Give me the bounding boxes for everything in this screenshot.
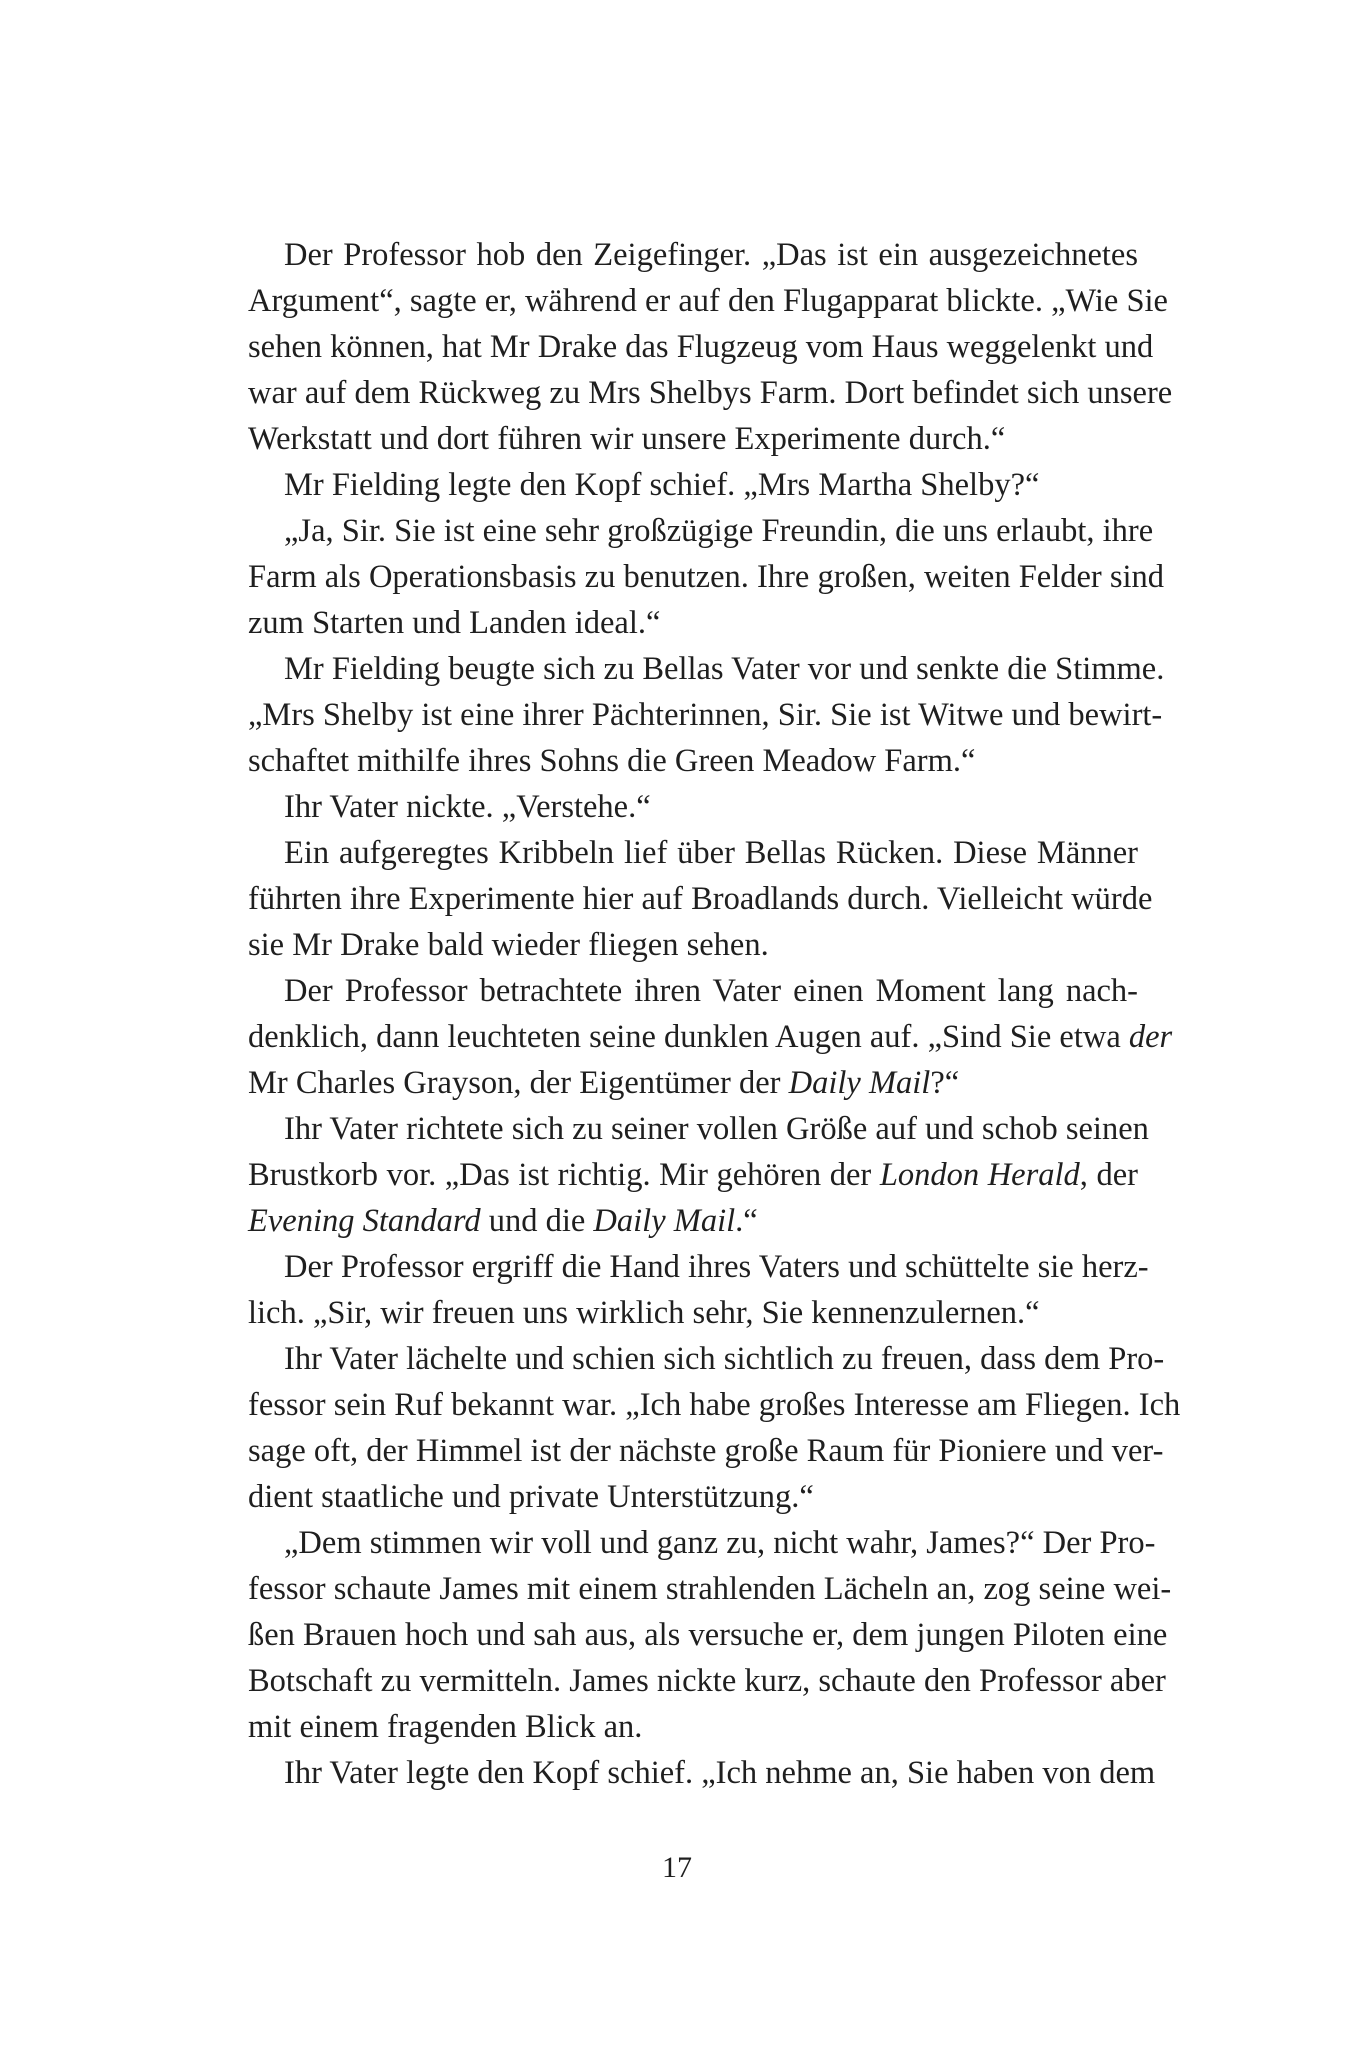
body-text [248,232,1181,1796]
text-run: Argument“, sagte er, während er auf den Flugapparat blickte. „Wie Sie [248,283,1168,319]
text-run: Der Professor betrachtete ihren Vater einen Moment lang nach- [284,973,1138,1009]
text-line [248,738,1138,784]
text-run: zum Starten und Landen ideal.“ [248,605,661,641]
text-line [248,922,1138,968]
text-run: und die [480,1203,594,1239]
text-line [248,416,1138,462]
text-line [248,1382,1181,1428]
text-run: Der Professor ergriff die Hand ihres Vaters und schüttelte sie herz- [284,1249,1149,1285]
text-run: Mr Fielding beugte sich zu Bellas Vater vor und senkte die Stimme. [284,651,1165,687]
text-line [248,1014,1173,1060]
text-run: schaftet mithilfe ihres Sohns die Green Meadow Farm.“ [248,743,976,779]
paragraph [248,830,1153,968]
italic-text: Evening Standard [248,1203,481,1239]
text-run: „Dem stimmen wir voll und ganz zu, nicht wahr, James?“ Der Pro- [284,1525,1156,1561]
text-line [248,1428,1164,1474]
italic-text: London Herald [879,1157,1080,1193]
text-run: Botschaft zu vermitteln. James nickte kurz, schaute den Professor aber [248,1663,1166,1699]
text-line [248,1152,1138,1198]
text-line [248,1198,1138,1244]
text-line [248,508,1154,554]
text-line [248,1290,1138,1336]
text-run: ßen Brauen hoch und sah aus, als versuche er, dem jungen Piloten eine [248,1617,1168,1653]
text-line [248,462,1138,508]
text-run: Brustkorb vor. „Das ist richtig. Mir gehören der [248,1157,880,1193]
text-run: fessor schaute James mit einem strahlenden Lächeln an, zog seine wei- [248,1571,1172,1607]
text-line [248,324,1154,370]
text-run: Mr Fielding legte den Kopf schief. „Mrs Martha Shelby?“ [284,467,1040,503]
text-line [248,554,1165,600]
italic-text: Daily Mail [788,1065,931,1101]
paragraph [248,1106,1149,1244]
text-run: führten ihre Experimente hier auf Broadlands durch. Vielleicht würde [248,881,1153,917]
italic-text: Daily Mail [593,1203,736,1239]
paragraph [248,508,1165,646]
text-run: sie Mr Drake bald wieder fliegen sehen. [248,927,769,963]
text-line [248,830,1138,876]
text-run: Ihr Vater nickte. „Verstehe.“ [284,789,651,825]
italic-text: der [1128,1019,1173,1055]
text-run: Der Professor hob den Zeigefinger. „Das ist ein ausgezeichnetes [284,237,1138,273]
text-line [248,600,1138,646]
text-line [248,1566,1172,1612]
text-line [248,1106,1149,1152]
paragraph [248,232,1173,462]
text-run: Ihr Vater lächelte und schien sich sichtlich zu freuen, dass dem Pro- [284,1341,1165,1377]
text-line [248,1060,1138,1106]
text-line [248,1612,1168,1658]
text-run: Ihr Vater richtete sich zu seiner vollen Größe auf und schob seinen [284,1111,1149,1147]
text-run: lich. „Sir, wir freuen uns wirklich sehr, Sie kennenzulernen.“ [248,1295,1040,1331]
text-run: mit einem fragenden Blick an. [248,1709,643,1745]
paragraph [248,1520,1172,1750]
text-run: .“ [735,1203,758,1239]
text-run: dient staatliche und private Unterstützung.“ [248,1479,814,1515]
text-line [248,1750,1156,1796]
text-run: Ein aufgeregtes Kribbeln lief über Bellas Rücken. Diese Männer [284,835,1138,871]
text-line [248,278,1168,324]
text-line [248,232,1138,278]
text-line [248,1244,1149,1290]
text-run: , der [1079,1157,1138,1193]
text-run: Mr Charles Grayson, der Eigentümer der [248,1065,789,1101]
text-run: „Ja, Sir. Sie ist eine sehr großzügige Freundin, die uns erlaubt, ihre [284,513,1154,549]
text-run: war auf dem Rückweg zu Mrs Shelbys Farm. Dort befindet sich unsere [248,375,1173,411]
text-run: ?“ [930,1065,960,1101]
page-number: 17 [662,1851,692,1884]
text-run: Werkstatt und dort führen wir unsere Experimente durch.“ [248,421,1006,457]
text-line [248,1474,1138,1520]
paragraph [248,1750,1156,1796]
text-line [248,1336,1165,1382]
paragraph [248,968,1173,1106]
text-run: Farm als Operationsbasis zu benutzen. Ihre großen, weiten Felder sind [248,559,1165,595]
text-run: Ihr Vater legte den Kopf schief. „Ich nehme an, Sie haben von dem [284,1755,1156,1791]
text-run: fessor sein Ruf bekannt war. „Ich habe großes Interesse am Fliegen. Ich [248,1387,1181,1423]
text-run: „Mrs Shelby ist eine ihrer Pächterinnen, Sir. Sie ist Witwe und bewirt- [248,697,1163,733]
text-line [248,1658,1166,1704]
text-line [248,1520,1156,1566]
text-line [248,968,1138,1014]
paragraph [248,1336,1181,1520]
paragraph [248,462,1138,508]
paragraph [248,784,1138,830]
text-run: denklich, dann leuchteten seine dunklen Augen auf. „Sind Sie etwa [248,1019,1129,1055]
text-line [248,370,1173,416]
text-line [248,692,1163,738]
text-line [248,784,1138,830]
text-line [248,876,1153,922]
paragraph [248,1244,1149,1336]
paragraph [248,646,1165,784]
text-line [248,1704,1138,1750]
text-line [248,646,1165,692]
text-run: sage oft, der Himmel ist der nächste große Raum für Pioniere und ver- [248,1433,1164,1469]
text-run: sehen können, hat Mr Drake das Flugzeug vom Haus weggelenkt und [248,329,1154,365]
